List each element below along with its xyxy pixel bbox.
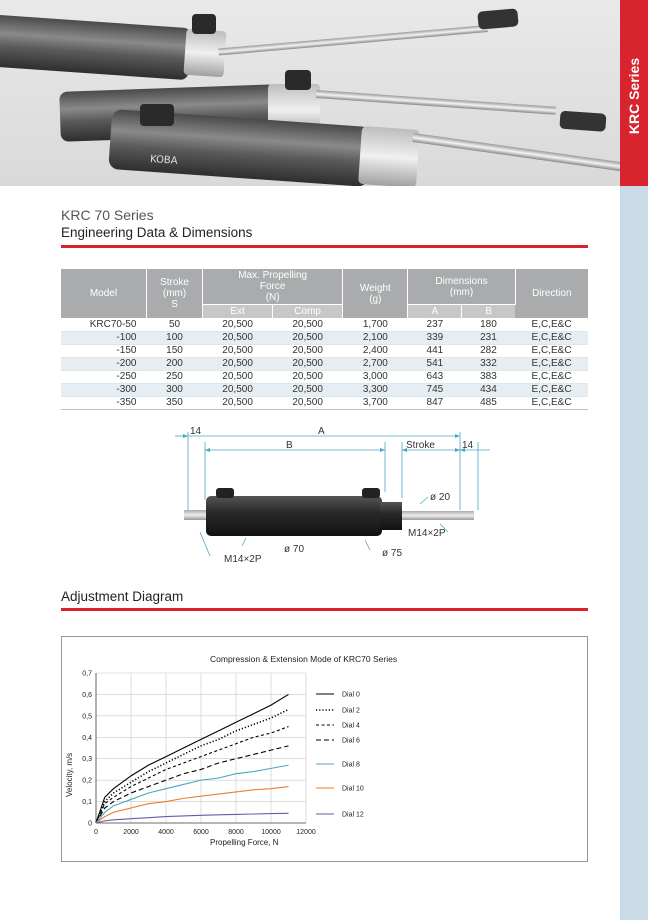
x-tick-label: 10000 [261, 829, 281, 836]
dim-a: A [318, 426, 325, 437]
series-title: KRC 70 Series [61, 207, 154, 223]
x-tick-label: 4000 [158, 829, 174, 836]
cell-ext: 20,500 [203, 384, 273, 397]
th-comp: Comp [273, 305, 343, 319]
hero-image [0, 0, 620, 186]
cell-stroke: 200 [146, 358, 202, 371]
cell-ext: 20,500 [203, 332, 273, 345]
dim-14-left: 14 [190, 426, 202, 437]
cell-model: -150 [61, 345, 146, 358]
side-tab [620, 0, 648, 186]
y-tick-label: 0,4 [82, 734, 92, 742]
table-row [61, 345, 588, 358]
x-tick-label: 2000 [123, 829, 139, 836]
cell-a: 339 [408, 332, 462, 345]
series-line [96, 787, 289, 823]
rod-diameter: ø 20 [430, 492, 451, 503]
cell-comp: 20,500 [273, 332, 343, 345]
cell-weight: 3,000 [343, 371, 408, 384]
legend-label: Dial 10 [342, 785, 364, 793]
cell-ext: 20,500 [203, 358, 273, 371]
table-row [61, 371, 588, 384]
y-tick-label: 0,3 [82, 756, 92, 764]
th-dimensions: Dimensions (mm) [408, 269, 515, 305]
cell-stroke: 250 [146, 371, 202, 384]
brand-label: KOBA [149, 153, 178, 167]
cell-b: 332 [462, 358, 515, 371]
cell-comp: 20,500 [273, 345, 343, 358]
cell-ext: 20,500 [203, 397, 273, 410]
series-line [96, 727, 289, 823]
section-title-engineering: Engineering Data & Dimensions [61, 225, 253, 240]
divider-red [61, 608, 588, 611]
series-line [96, 813, 289, 823]
y-tick-label: 0,6 [82, 691, 92, 699]
legend-label: Dial 8 [342, 761, 360, 769]
cell-ext: 20,500 [203, 371, 273, 384]
cell-model: -300 [61, 384, 146, 397]
velocity-chart [62, 637, 587, 861]
chart-title: Compression & Extension Mode of KRC70 Series [210, 654, 398, 664]
cell-comp: 20,500 [273, 371, 343, 384]
cell-b: 282 [462, 345, 515, 358]
th-ext: Ext [203, 305, 273, 319]
legend-label: Dial 12 [342, 811, 364, 819]
cell-direction: E,C,E&C [515, 371, 588, 384]
side-bar [620, 186, 648, 920]
cylinder-photo [0, 0, 620, 186]
divider-red [61, 245, 588, 248]
cell-comp: 20,500 [273, 397, 343, 410]
table-row [61, 332, 588, 345]
legend-label: Dial 2 [342, 707, 360, 715]
th-model: Model [61, 269, 146, 319]
dim-14-right: 14 [462, 440, 474, 451]
legend-label: Dial 0 [342, 691, 360, 699]
cell-direction: E,C,E&C [515, 345, 588, 358]
cell-b: 180 [462, 319, 515, 332]
legend-label: Dial 4 [342, 722, 360, 730]
cell-stroke: 300 [146, 384, 202, 397]
dimension-drawing [150, 420, 510, 570]
cell-direction: E,C,E&C [515, 332, 588, 345]
dim-stroke: Stroke [406, 440, 435, 451]
th-weight: Weight (g) [343, 269, 408, 319]
y-axis-label: Velocity, m/s [65, 752, 74, 797]
cell-ext: 20,500 [203, 345, 273, 358]
cell-stroke: 150 [146, 345, 202, 358]
chart-legend [316, 692, 364, 819]
cell-b: 383 [462, 371, 515, 384]
cell-ext: 20,500 [203, 319, 273, 332]
x-tick-label: 0 [94, 829, 98, 836]
th-force: Max. Propelling Force (N) [203, 269, 343, 305]
cell-weight: 2,100 [343, 332, 408, 345]
cell-b: 434 [462, 384, 515, 397]
cell-model: KRC70-50 [61, 319, 146, 332]
x-tick-label: 6000 [193, 829, 209, 836]
cell-a: 745 [408, 384, 462, 397]
series-line [96, 746, 289, 823]
rod-thread: M14×2P [408, 528, 446, 539]
cell-comp: 20,500 [273, 319, 343, 332]
collar-diameter: ø 75 [382, 548, 403, 559]
dim-b: B [286, 440, 293, 451]
cell-direction: E,C,E&C [515, 319, 588, 332]
section-title-adjustment: Adjustment Diagram [61, 589, 184, 604]
y-tick-label: 0,7 [82, 670, 92, 678]
cell-stroke: 50 [146, 319, 202, 332]
x-axis-label: Propelling Force, N [210, 838, 279, 847]
y-tick-label: 0,2 [82, 777, 92, 785]
table-row [61, 397, 588, 410]
cell-a: 541 [408, 358, 462, 371]
cell-weight: 2,700 [343, 358, 408, 371]
cell-model: -250 [61, 371, 146, 384]
cell-comp: 20,500 [273, 358, 343, 371]
cell-weight: 2,400 [343, 345, 408, 358]
legend-label: Dial 6 [342, 737, 360, 745]
x-tick-label: 12000 [296, 829, 316, 836]
y-tick-label: 0,5 [82, 713, 92, 721]
cell-a: 237 [408, 319, 462, 332]
th-stroke: Stroke (mm) S [146, 269, 202, 319]
cell-stroke: 100 [146, 332, 202, 345]
cell-direction: E,C,E&C [515, 397, 588, 410]
x-tick-label: 8000 [228, 829, 244, 836]
cell-direction: E,C,E&C [515, 384, 588, 397]
cell-comp: 20,500 [273, 384, 343, 397]
base-thread: M14×2P [224, 554, 262, 565]
table-row [61, 384, 588, 397]
chart-container [61, 636, 588, 862]
cell-stroke: 350 [146, 397, 202, 410]
cell-model: -200 [61, 358, 146, 371]
cell-model: -350 [61, 397, 146, 410]
series-line [96, 709, 289, 823]
y-tick-label: 0 [88, 820, 92, 828]
cell-a: 441 [408, 345, 462, 358]
body-diameter: ø 70 [284, 544, 305, 555]
cell-model: -100 [61, 332, 146, 345]
table-row [61, 319, 588, 332]
side-tab-label: KRC Series [626, 57, 642, 135]
cell-a: 643 [408, 371, 462, 384]
spec-table [61, 269, 588, 410]
cell-weight: 3,700 [343, 397, 408, 410]
th-direction: Direction [515, 269, 588, 319]
cell-weight: 1,700 [343, 319, 408, 332]
y-tick-label: 0,1 [82, 799, 92, 807]
th-b: B [462, 305, 515, 319]
cell-a: 847 [408, 397, 462, 410]
cell-weight: 3,300 [343, 384, 408, 397]
cell-b: 231 [462, 332, 515, 345]
cell-direction: E,C,E&C [515, 358, 588, 371]
cell-b: 485 [462, 397, 515, 410]
table-row [61, 358, 588, 371]
th-a: A [408, 305, 462, 319]
